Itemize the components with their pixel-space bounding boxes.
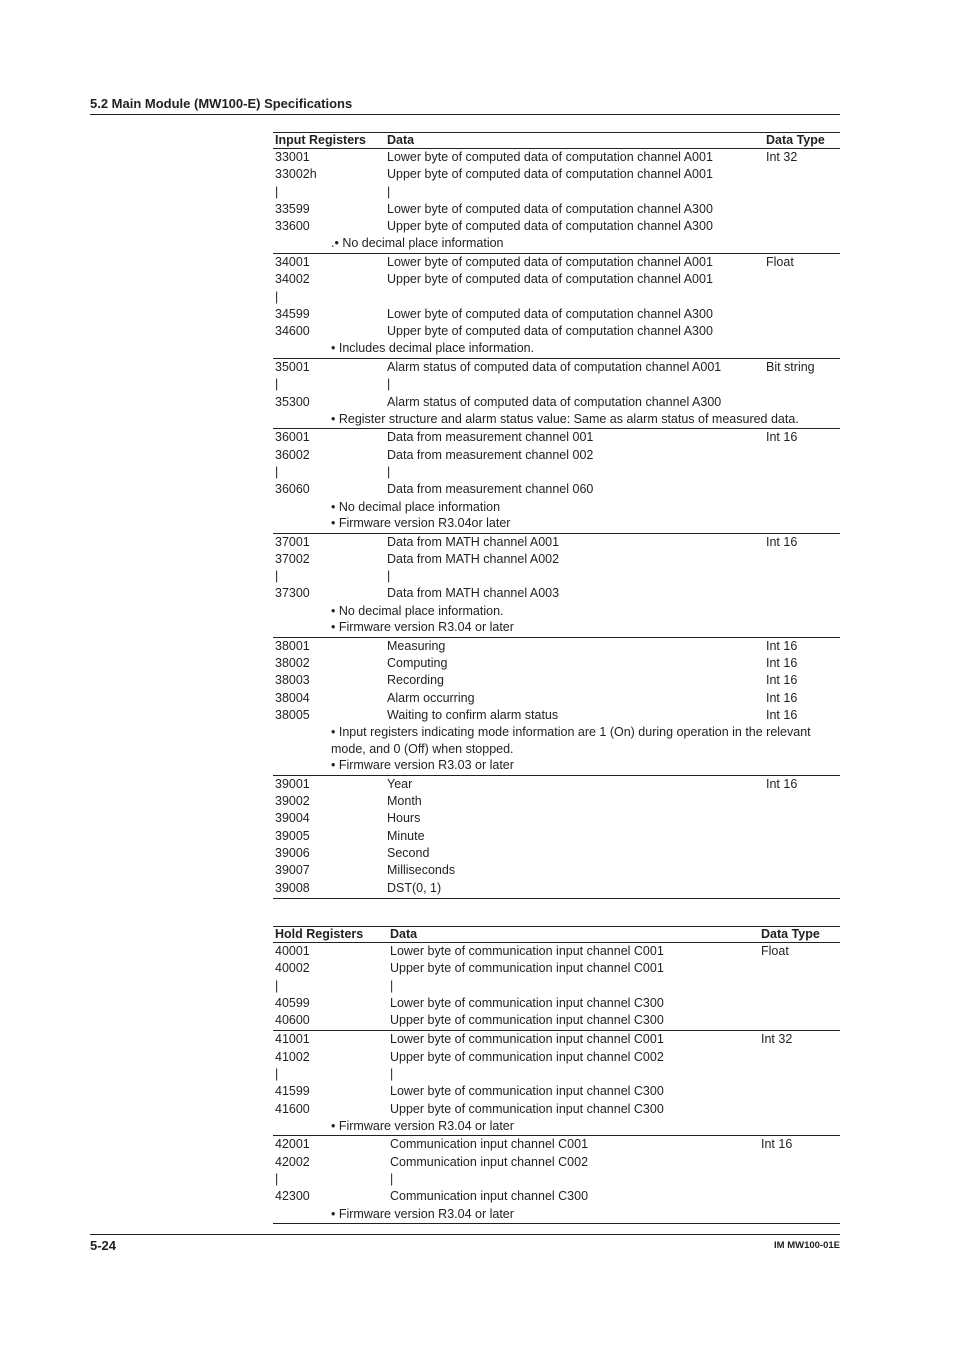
table-row: [273, 359, 840, 376]
register-data: Upper byte of computed data of computation channel A300: [387, 324, 713, 339]
header-data-type: Data Type: [766, 133, 825, 147]
register-data: Lower byte of communication input channel C001: [390, 944, 664, 958]
register-address: |: [275, 1172, 279, 1187]
register-group: [273, 943, 840, 1031]
register-address: 40599: [275, 995, 310, 1010]
table-note: .• No decimal place information: [331, 236, 504, 251]
register-data: Recording: [387, 673, 444, 688]
register-data: Alarm occurring: [387, 690, 475, 705]
table-row: [273, 568, 840, 585]
register-group: [273, 1031, 840, 1136]
register-data: Upper byte of communication input channel C300: [390, 1013, 664, 1028]
register-data: |: [390, 978, 394, 993]
table-row: [273, 254, 840, 271]
register-address: 34600: [275, 324, 310, 339]
register-data: |: [387, 464, 391, 479]
register-data-type: Int 16: [766, 690, 798, 705]
register-address: |: [275, 978, 279, 993]
header-registers: Hold Registers: [275, 927, 364, 941]
table-body: [273, 943, 840, 1224]
register-address: |: [275, 377, 279, 392]
register-address: 37002: [275, 551, 310, 566]
register-address: |: [275, 289, 279, 304]
register-group: [273, 429, 840, 533]
register-address: |: [275, 184, 279, 199]
register-data: Alarm status of computed data of computation channel A300: [387, 394, 722, 409]
register-address: 42002: [275, 1154, 310, 1169]
register-data: DST(0, 1): [387, 880, 442, 895]
table-row: [273, 429, 840, 446]
table-row: [273, 323, 840, 340]
register-data: Milliseconds: [387, 863, 456, 878]
register-data: Upper byte of communication input channel C300: [390, 1101, 664, 1116]
register-data: Lower byte of computed data of computation channel A001: [387, 254, 713, 269]
register-data: Upper byte of communication input channel C002: [390, 1049, 664, 1064]
register-address: |: [275, 569, 279, 584]
register-data: Lower byte of computed data of computation channel A300: [387, 306, 713, 321]
register-address: |: [275, 464, 279, 479]
table-row: [273, 1066, 840, 1083]
table-row: [273, 638, 840, 655]
register-data-type: Int 32: [761, 1032, 793, 1047]
table-row: [273, 1154, 840, 1171]
register-address: 33599: [275, 201, 310, 216]
register-data-type: Int 16: [766, 638, 798, 653]
register-data: Computing: [387, 656, 448, 671]
header-registers: Input Registers: [275, 133, 366, 147]
register-address: 39002: [275, 794, 310, 809]
table-note: • No decimal place information.: [331, 603, 504, 618]
table-row: [273, 534, 840, 551]
register-data: Communication input channel C001: [390, 1137, 589, 1152]
register-address: 38004: [275, 690, 310, 705]
table-row: [273, 585, 840, 602]
register-group: [273, 149, 840, 254]
register-address: 39007: [275, 863, 310, 878]
register-address: 38001: [275, 638, 310, 653]
register-data: |: [390, 1067, 394, 1082]
table-row: [273, 1101, 840, 1118]
register-address: 38002: [275, 656, 310, 671]
register-data: Alarm status of computed data of computation channel A001: [387, 359, 722, 374]
register-data: Lower byte of communication input channel C001: [390, 1032, 664, 1047]
table-note: • Firmware version R3.04or later: [331, 516, 511, 531]
register-address: 40001: [275, 944, 310, 958]
table-row: [273, 271, 840, 288]
register-data: Lower byte of communication input channel C300: [390, 995, 664, 1010]
register-data: Data from MATH channel A003: [387, 586, 560, 601]
register-address: 35300: [275, 394, 310, 409]
register-address: 38003: [275, 673, 310, 688]
register-data: Communication input channel C300: [390, 1189, 589, 1204]
register-address: 42001: [275, 1137, 310, 1152]
register-address: 33002h: [275, 167, 317, 182]
register-address: 41599: [275, 1084, 310, 1099]
register-data: Lower byte of computed data of computation channel A300: [387, 201, 713, 216]
register-address: 41002: [275, 1049, 310, 1064]
register-group: [273, 359, 840, 429]
table-body: [273, 149, 840, 899]
hold-registers-table: [273, 926, 840, 1224]
header-data: Data: [390, 927, 418, 941]
register-address: 39005: [275, 828, 310, 843]
register-group: [273, 1136, 840, 1224]
register-data-type: Int 16: [766, 656, 798, 671]
register-address: 36001: [275, 430, 310, 445]
register-data: Measuring: [387, 638, 446, 653]
table-row: [273, 166, 840, 183]
register-data-type: Float: [766, 254, 794, 269]
table-row: [273, 995, 840, 1012]
register-group: [273, 638, 840, 776]
register-data: Data from measurement channel 001: [387, 430, 594, 445]
table-row: [273, 376, 840, 393]
register-data-type: Int 16: [766, 776, 798, 791]
register-data: |: [387, 569, 391, 584]
table-note: • Firmware version R3.04 or later: [331, 620, 514, 635]
register-data: Upper byte of communication input channel C001: [390, 961, 664, 976]
register-address: 40002: [275, 961, 310, 976]
register-data-type: Int 16: [761, 1137, 793, 1152]
header-rule: [90, 114, 840, 115]
register-address: 39006: [275, 845, 310, 860]
table-row: [273, 551, 840, 568]
header-data: Data: [387, 133, 415, 147]
register-address: 34002: [275, 272, 310, 287]
table-row: [273, 464, 840, 481]
register-data: Lower byte of computed data of computation channel A001: [387, 150, 713, 164]
table-note: • No decimal place information: [331, 499, 501, 514]
document-id: IM MW100-01E: [774, 1240, 840, 1251]
register-data: Data from MATH channel A001: [387, 534, 560, 549]
table-row: [273, 672, 840, 689]
register-data: Data from measurement channel 060: [387, 482, 594, 497]
table-note: • Firmware version R3.04 or later: [331, 1118, 514, 1133]
register-group: [273, 254, 840, 359]
register-address: 34001: [275, 254, 310, 269]
register-data: |: [390, 1172, 394, 1187]
register-address: 37001: [275, 534, 310, 549]
input-registers-table: [273, 132, 840, 899]
register-data: Year: [387, 776, 413, 791]
register-data: Second: [387, 845, 430, 860]
table-row: [273, 810, 840, 827]
table-row: [273, 394, 840, 411]
table-row: [273, 184, 840, 201]
register-address: 36002: [275, 447, 310, 462]
register-data-type: Int 16: [766, 430, 798, 445]
section-header: 5.2 Main Module (MW100-E) Specifications: [90, 96, 353, 111]
table-row: [273, 306, 840, 323]
table-header: [273, 926, 840, 943]
table-note: • Firmware version R3.04 or later: [331, 1206, 514, 1221]
table-row: [273, 1031, 840, 1048]
register-address: 34599: [275, 306, 310, 321]
register-data: |: [387, 377, 391, 392]
table-row: [273, 978, 840, 995]
register-address: 41001: [275, 1032, 310, 1047]
table-row: [273, 655, 840, 672]
register-address: 39008: [275, 880, 310, 895]
register-address: 37300: [275, 586, 310, 601]
register-data: Lower byte of communication input channel C300: [390, 1084, 664, 1099]
register-data: Waiting to confirm alarm status: [387, 707, 559, 722]
table-row: [273, 289, 840, 306]
table-row: [273, 690, 840, 707]
table-row: [273, 776, 840, 793]
register-data: Minute: [387, 828, 425, 843]
register-address: 35001: [275, 359, 310, 374]
table-row: [273, 1188, 840, 1205]
register-data-type: Float: [761, 944, 789, 958]
register-address: 36060: [275, 482, 310, 497]
table-row: [273, 943, 840, 960]
register-data: |: [387, 184, 391, 199]
register-data: Hours: [387, 811, 421, 826]
table-row: [273, 880, 840, 897]
table-row: [273, 481, 840, 498]
register-data: Data from MATH channel A002: [387, 551, 560, 566]
register-address: 40600: [275, 1013, 310, 1028]
table-row: [273, 1171, 840, 1188]
register-data-type: Int 16: [766, 707, 798, 722]
register-data: Data from measurement channel 002: [387, 447, 594, 462]
table-note: • Firmware version R3.03 or later: [331, 758, 514, 773]
register-address: 39004: [275, 811, 310, 826]
table-row: [273, 447, 840, 464]
register-data: Communication input channel C002: [390, 1154, 589, 1169]
register-data: Month: [387, 794, 422, 809]
register-group: [273, 534, 840, 638]
register-address: 38005: [275, 707, 310, 722]
table-row: [273, 218, 840, 235]
register-data: Upper byte of computed data of computation channel A300: [387, 219, 713, 234]
page-number: 5-24: [90, 1238, 117, 1253]
register-data-type: Bit string: [766, 359, 815, 374]
register-address: 42300: [275, 1189, 310, 1204]
table-note: • Input registers indicating mode information are 1 (On) during operation in the relevant mode, and 0 (Off) when stopped.: [331, 725, 811, 756]
table-row: [273, 828, 840, 845]
table-row: [273, 845, 840, 862]
table-row: [273, 707, 840, 724]
table-row: [273, 862, 840, 879]
register-address: 39001: [275, 776, 310, 791]
footer-rule: [90, 1234, 840, 1235]
register-data-type: Int 16: [766, 534, 798, 549]
table-header: [273, 132, 840, 149]
register-address: 41600: [275, 1101, 310, 1116]
table-row: [273, 793, 840, 810]
table-row: [273, 1136, 840, 1153]
register-address: 33600: [275, 219, 310, 234]
table-note: • Includes decimal place information.: [331, 341, 535, 356]
register-address: 33001: [275, 150, 310, 164]
table-row: [273, 1083, 840, 1100]
table-row: [273, 1049, 840, 1066]
register-data: Upper byte of computed data of computation channel A001: [387, 272, 713, 287]
header-data-type: Data Type: [761, 927, 820, 941]
table-row: [273, 1012, 840, 1029]
register-address: |: [275, 1067, 279, 1082]
register-group: [273, 776, 840, 899]
table-row: [273, 960, 840, 977]
table-row: [273, 201, 840, 218]
table-row: [273, 149, 840, 166]
register-data: Upper byte of computed data of computation channel A001: [387, 167, 713, 182]
register-data-type: Int 16: [766, 673, 798, 688]
table-note: • Register structure and alarm status value: Same as alarm status of measured data.: [331, 411, 799, 426]
register-data-type: Int 32: [766, 150, 798, 164]
